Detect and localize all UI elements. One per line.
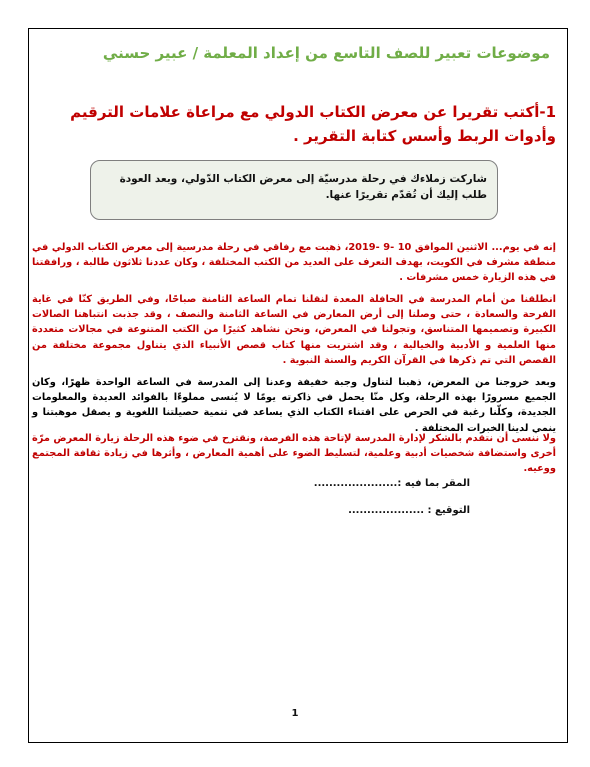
paragraph-conclusion: ولا ننسى أن نتقدم بالشكر لإدارة المدرسة لإتاحة هذه الفرصة، ونقترح في ضوء هذه الرحلة زيارة المعرض مرّة أخرى واستضافة شخصيات أدبية وعلمية، لتسليط الضوء على أهمية المعارض ، وأثرها في زيادة ثقافة المجتمع ووعيه. [32,433,556,475]
paragraph-intro: إنه في يوم... الاثنين الموافق 10 -9 -2019، ذهبت مع رفاقي في رحلة مدرسية إلى معرض الكتاب الدولي في منطقة مشرف في الكويت، بهدف التعرف على العديد من الكتب المختلفة ، وكان عددنا ثلاثون طالبة ، ورافقتنا في هذه الزيارة خمس مشرفات . [32,242,556,284]
callout-box: شاركت زملاءك في رحلة مدرسيّة إلى معرض الكتاب الدّولي، وبعد العودة طلب إليك أن تُقدّم تقريرًا عنها. [90,160,498,220]
reporter-line: المقر بما فيه :...................... [313,478,470,489]
signature-line: التوقيع : .................... [348,505,470,516]
page-number: 1 [291,708,299,719]
paragraph-visit: انطلقنا من أمام المدرسة في الحافلة المعدة لنقلنا تمام الساعة الثامنة صباحًا، وفي الطريق كنّا في غاية الفرحة والسعادة ، حتى وصلنا إلى أرض المعارض في الساعة الثامنة والنصف ، وقد جذبت انتباهنا الصالات الكبيرة وتصميمها المتناسق، وتجولنا في المعرض، ونحن نشاهد كثيرًا من الكتب المتنوعة في مجالات متعددة منها العلمية و الأدبية والخيالية ، وقد اشتريت منها كتاب قصص الأنبياء الذي يتناول مجموعة مختلفة من القصص التي تم ذكرها في القرآن الكريم والسنة النبوية . [32,294,556,366]
question-prompt: 1-أكتب تقريرا عن معرض الكتاب الدولي مع مراعاة علامات الترقيم وأدوات الربط وأسس كتابة التقرير . [70,103,556,145]
paragraph-return: وبعد خروجنا من المعرض، ذهبنا لتناول وجبة خفيفة وعدنا إلى المدرسة في الساعة الواحدة ظهرًا، وكان الجميع مسرورًا بهذه الرحلة، وكل منّا يحمل في ذاكرته يومًا لا يُنسى مملوءًا بالفوائد العديدة والمعلومات الجديدة، وكلّنا رغبة في الحرص على اقتناء الكتاب الذي يساعد في تنمية حصيلتنا اللغوية و يصقل موهبتنا و ينمي لدينا الخبرات المختلفة . [32,377,556,434]
page-header: موضوعات تعبير للصف التاسع من إعداد المعلمة / عبير حسني [102,44,550,62]
